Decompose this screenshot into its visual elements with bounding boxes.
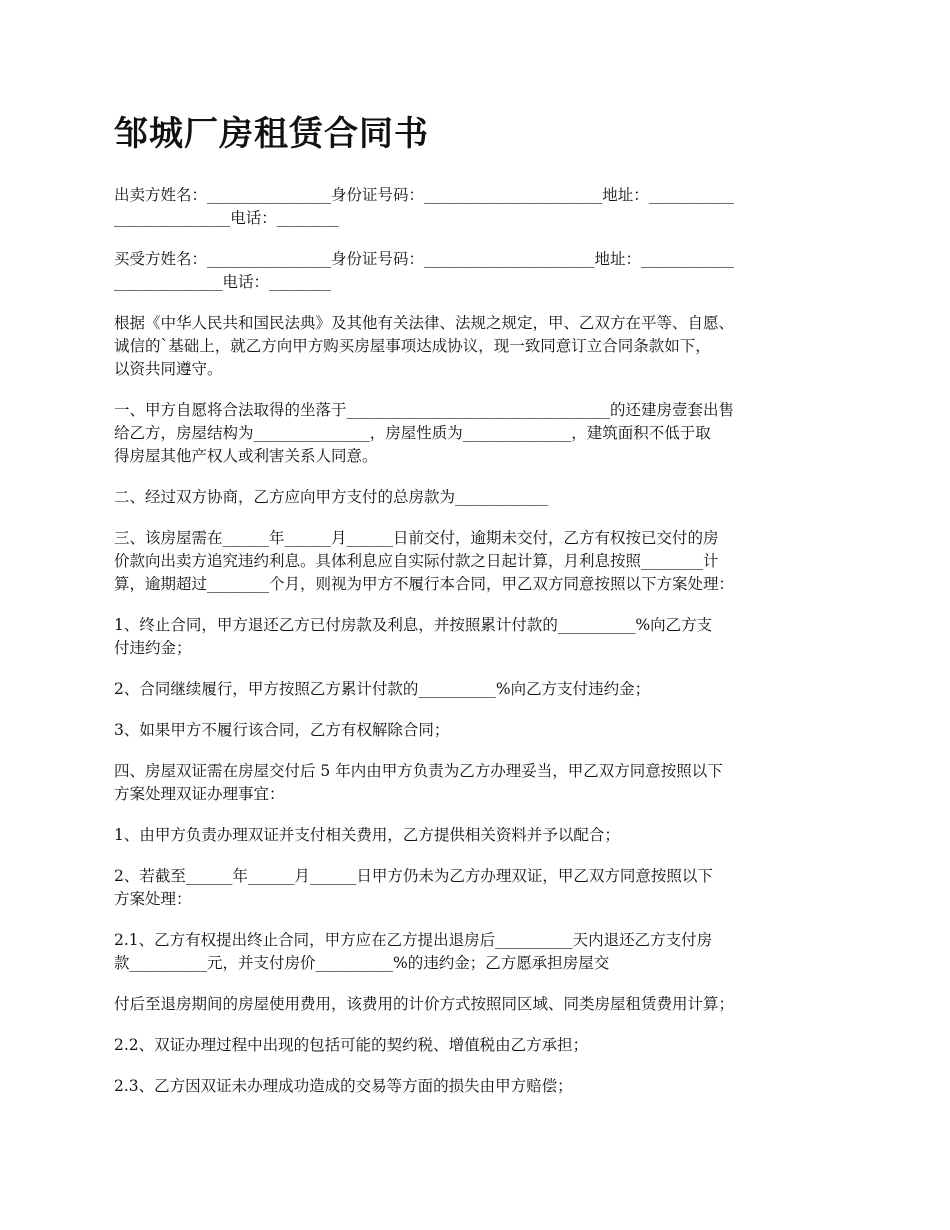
paragraph-buyer [114, 248, 854, 294]
text-line: 3、如果甲方不履行该合同，乙方有权解除合同； [114, 721, 450, 739]
text-line: 给乙方，房屋结构为_______________，房屋性质为______________，建筑面积不低于取 [114, 424, 711, 442]
text-line: 方案处理： [114, 890, 192, 908]
text-line: 2、合同继续履行，甲方按照乙方累计付款的__________%向乙方支付违约金； [114, 680, 651, 698]
text-line: 2.3、乙方因双证未办理成功造成的交易等方面的损失由甲方赔偿； [114, 1077, 573, 1095]
paragraph-clause-4-2 [114, 865, 854, 911]
text-line: 2、若截至______年______月______日甲方仍未为乙方办理双证，甲乙双方同意按照以下 [114, 867, 713, 885]
text-line: 算，逾期超过________个月，则视为甲方不履行本合同，甲乙双方同意按照以下方案处理： [114, 575, 735, 593]
paragraph-clause-3-1 [114, 614, 854, 660]
text-line: 得房屋其他产权人或利害关系人同意。 [114, 447, 378, 465]
text-line: _______________电话：________ [114, 209, 339, 227]
document-body [114, 184, 854, 1098]
text-line: 四、房屋双证需在房屋交付后 5 年内由甲方负责为乙方办理妥当，甲乙双方同意按照以下 [114, 762, 723, 780]
text-line: 买受方姓名：________________身份证号码：______________________地址：____________ [114, 250, 735, 268]
paragraph-clause-4-1 [114, 824, 854, 847]
paragraph-preamble [114, 312, 854, 381]
paragraph-clause-3 [114, 527, 854, 596]
paragraph-clause-1 [114, 399, 854, 468]
paragraph-clause-2 [114, 486, 854, 509]
text-line: 款__________元，并支付房价__________%的违约金；乙方愿承担房屋交 [114, 954, 610, 972]
text-line: 2.2、双证办理过程中出现的包括可能的契约税、增值税由乙方承担； [114, 1036, 589, 1054]
text-line: 根据《中华人民共和国民法典》及其他有关法律、法规之规定，甲、乙双方在平等、自愿、 [114, 314, 735, 332]
paragraph-clause-3-3 [114, 719, 854, 742]
text-line: 三、该房屋需在______年______月______日前交付，逾期未交付，乙方有权按已交付的房 [114, 529, 719, 547]
paragraph-clause-4 [114, 760, 854, 806]
paragraph-clause-4-2-2 [114, 1034, 854, 1057]
document-title: 邹城厂房租赁合同书 [114, 114, 429, 154]
text-line: 付后至退房期间的房屋使用费用，该费用的计价方式按照同区域、同类房屋租赁费用计算； [114, 995, 735, 1013]
text-line: 出卖方姓名：________________身份证号码：_______________________地址：___________ [114, 186, 735, 204]
text-line: 诚信的`基础上，就乙方向甲方购买房屋事项达成协议，现一致同意订立合同条款如下， [114, 337, 711, 355]
text-line: 方案处理双证办理事宜： [114, 785, 285, 803]
text-line: 2.1、乙方有权提出终止合同，甲方应在乙方提出退房后__________天内退还乙方支付房 [114, 931, 713, 949]
text-line: 二、经过双方协商，乙方应向甲方支付的总房款为____________ [114, 488, 549, 506]
text-line: ______________电话：________ [114, 273, 332, 291]
paragraph-clause-3-2 [114, 678, 854, 701]
paragraph-clause-4-2-3 [114, 1075, 854, 1098]
text-line: 付违约金； [114, 639, 192, 657]
paragraph-clause-4-2-1 [114, 929, 854, 975]
text-line: 1、由甲方负责办理双证并支付相关费用，乙方提供相关资料并予以配合； [114, 826, 620, 844]
document-page [114, 110, 854, 1116]
text-line: 一、甲方自愿将合法取得的坐落于__________________________________的还建房壹套出售 [114, 401, 735, 419]
text-line: 1、终止合同，甲方退还乙方已付房款及利息，并按照累计付款的__________%向乙方支 [114, 616, 713, 634]
text-line: 价款向出卖方追究违约利息。具体利息应自实际付款之日起计算，月利息按照________计 [114, 552, 719, 570]
paragraph-clause-4-2-1-cont [114, 993, 854, 1016]
paragraph-seller [114, 184, 854, 230]
text-line: 以资共同遵守。 [114, 360, 223, 378]
